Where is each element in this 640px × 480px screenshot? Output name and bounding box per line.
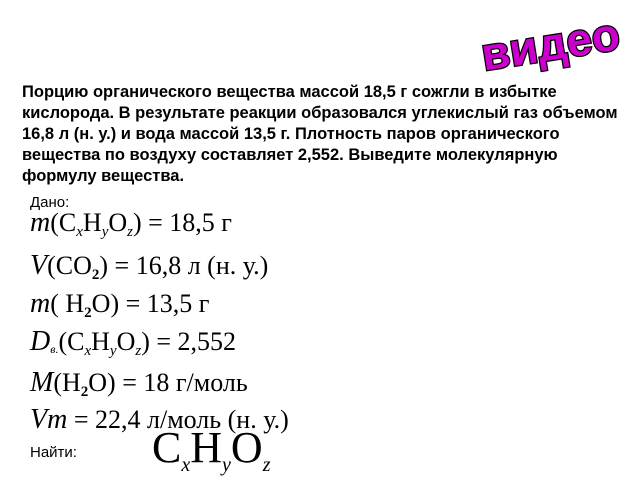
given-mass-substance: $m(C_xH_yO_z) = 18,5$ г [30, 207, 232, 240]
given-molar-volume: Vm = 22,4 л/моль (н. у.) [30, 404, 289, 435]
given-label: Дано: [30, 194, 70, 211]
problem-statement: Порцию органического вещества массой 18,5 г сожгли в избытке кислорода. В результате реакции образовался углекислый газ объемом 16,8 л (н. у.) и вода массой 13,5 г. Плотность паров органического вещества по воздуху составляет 2,552. Выведите молекулярную формулу вещества. [22, 83, 618, 185]
find-formula: $C_xH_yO_z$ [152, 423, 271, 476]
given-vapor-density: $Dв.(C_xH_yO_z) = 2,552$ [30, 326, 237, 359]
find-label: Найти: [30, 444, 77, 461]
given-molar-mass-water: $M(H_2O) = 18$ г/моль [30, 367, 248, 400]
video-logo[interactable] [477, 0, 624, 87]
video-logo-graphic [477, 0, 624, 87]
video-logo-text: видео [477, 7, 624, 81]
given-mass-water: m( $H_2O) = 13,5$ г [30, 288, 210, 321]
given-volume-co2: $V(CO_2) = 16,8$ л (н. у.) [30, 250, 269, 283]
